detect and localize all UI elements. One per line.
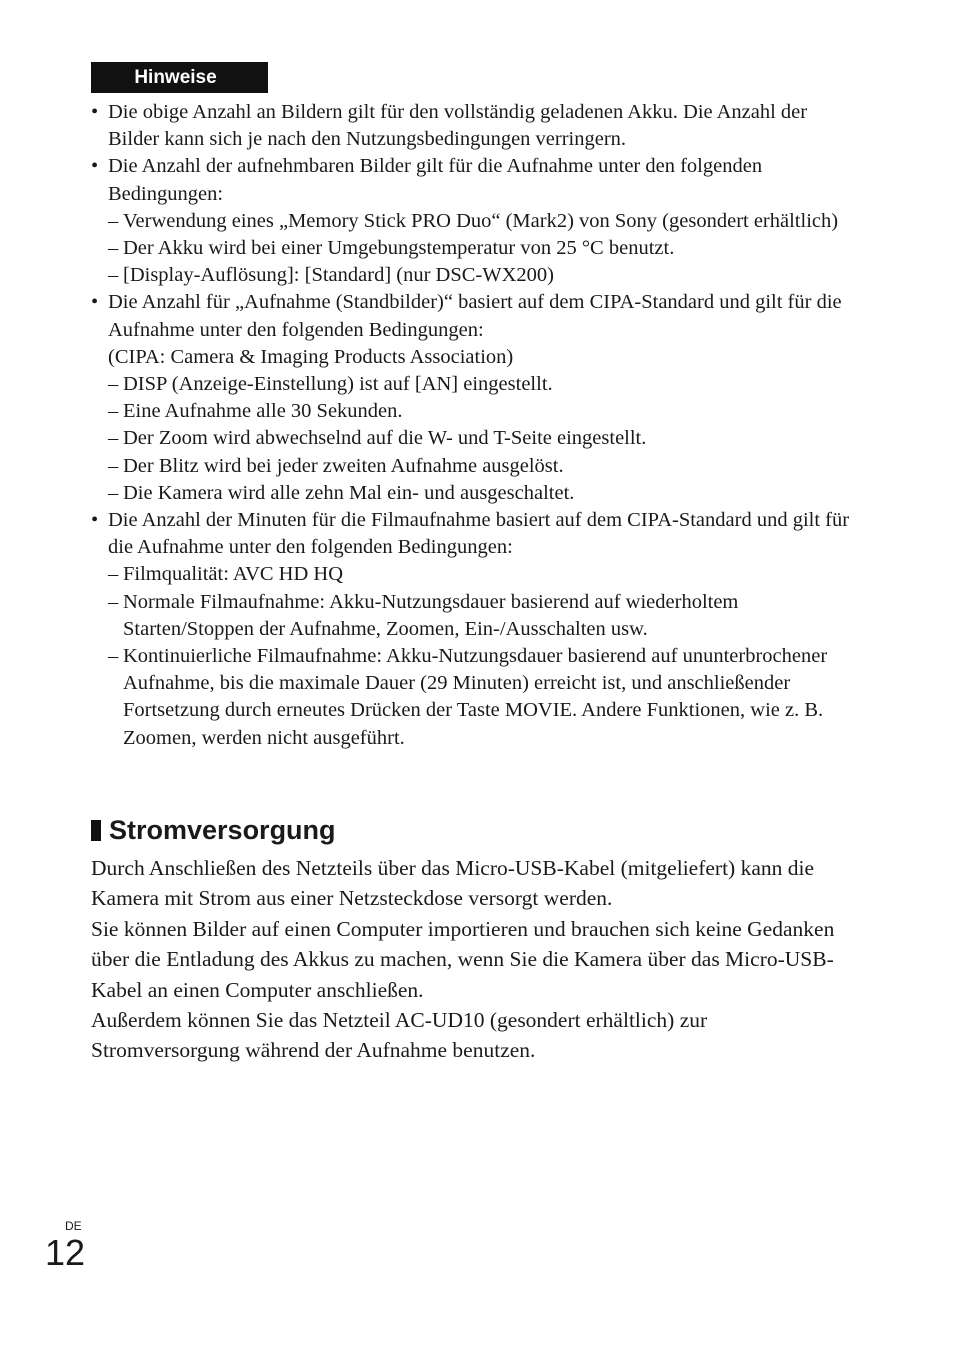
note-dash-item: – Der Blitz wird bei jeder zweiten Aufnahme ausgelöst. <box>91 453 851 480</box>
section-body <box>91 853 851 1066</box>
section-marker-icon <box>91 820 101 841</box>
body-paragraph: Durch Anschließen des Netzteils über das Micro-USB-Kabel (mitgeliefert) kann die Kamera mit Strom aus einer Netzsteckdose versorgt werden. <box>91 856 815 911</box>
body-paragraph: Außerdem können Sie das Netzteil AC-UD10 (gesondert erhältlich) zur Stromversorgung während der Aufnahme benutzen. <box>91 1008 708 1063</box>
note-bullet: • Die Anzahl der Minuten für die Filmaufnahme basiert auf dem CIPA-Standard und gilt für die Aufnahme unter den folgenden Bedingungen: <box>91 507 851 561</box>
note-dash-item: – Normale Filmaufnahme: Akku-Nutzungsdauer basierend auf wiederholtem Starten/Stoppen der Aufnahme, Zoomen, Ein-/Ausschalten usw. <box>91 589 851 643</box>
section-title: Stromversorgung <box>109 815 336 845</box>
notes-label: Hinweise <box>91 62 268 93</box>
language-code: DE <box>65 1219 82 1233</box>
note-dash-item: – Der Akku wird bei einer Umgebungstemperatur von 25 °C benutzt. <box>91 235 851 262</box>
section-heading <box>91 812 336 848</box>
note-dash-item: – Die Kamera wird alle zehn Mal ein- und ausgeschaltet. <box>91 480 851 507</box>
body-paragraph: Sie können Bilder auf einen Computer importieren und brauchen sich keine Gedanken über die Entladung des Akkus zu machen, wenn Sie die Kamera über das Micro-USB-Kabel an einen Computer anschließen. <box>91 916 835 1002</box>
note-bullet: • Die Anzahl der aufnehmbaren Bilder gilt für die Aufnahme unter den folgenden Bedingungen: <box>91 153 851 207</box>
note-bullet: • Die Anzahl für „Aufnahme (Standbilder)“ basiert auf dem CIPA-Standard und gilt für die Aufnahme unter den folgenden Bedingungen: <box>91 289 851 343</box>
note-dash-item: – DISP (Anzeige-Einstellung) ist auf [AN] eingestellt. <box>91 371 851 398</box>
note-dash-item: – Verwendung eines „Memory Stick PRO Duo“ (Mark2) von Sony (gesondert erhältlich) <box>91 208 851 235</box>
note-dash-item: – [Display-Auflösung]: [Standard] (nur DSC-WX200) <box>91 262 851 289</box>
note-bullet: • Die obige Anzahl an Bildern gilt für den vollständig geladenen Akku. Die Anzahl der Bilder kann sich je nach den Nutzungsbedingungen verringern. <box>91 99 851 153</box>
notes-list <box>91 99 851 752</box>
note-dash-item: – Der Zoom wird abwechselnd auf die W- und T-Seite eingestellt. <box>91 425 851 452</box>
note-dash-item: – Eine Aufnahme alle 30 Sekunden. <box>91 398 851 425</box>
note-dash-item: – Filmqualität: AVC HD HQ <box>91 561 851 588</box>
note-dash-item: – Kontinuierliche Filmaufnahme: Akku-Nutzungsdauer basierend auf ununterbrochener Aufnahme, bis die maximale Dauer (29 Minuten) erreicht ist, und anschließender Fortsetzung durch erneutes Drücken der Taste MOVIE. Andere Funktionen, wie z. B. Zoomen, werden nicht ausgeführt. <box>91 643 851 752</box>
note-continuation: (CIPA: Camera & Imaging Products Association) <box>108 345 514 368</box>
page-number: 12 <box>45 1232 86 1273</box>
